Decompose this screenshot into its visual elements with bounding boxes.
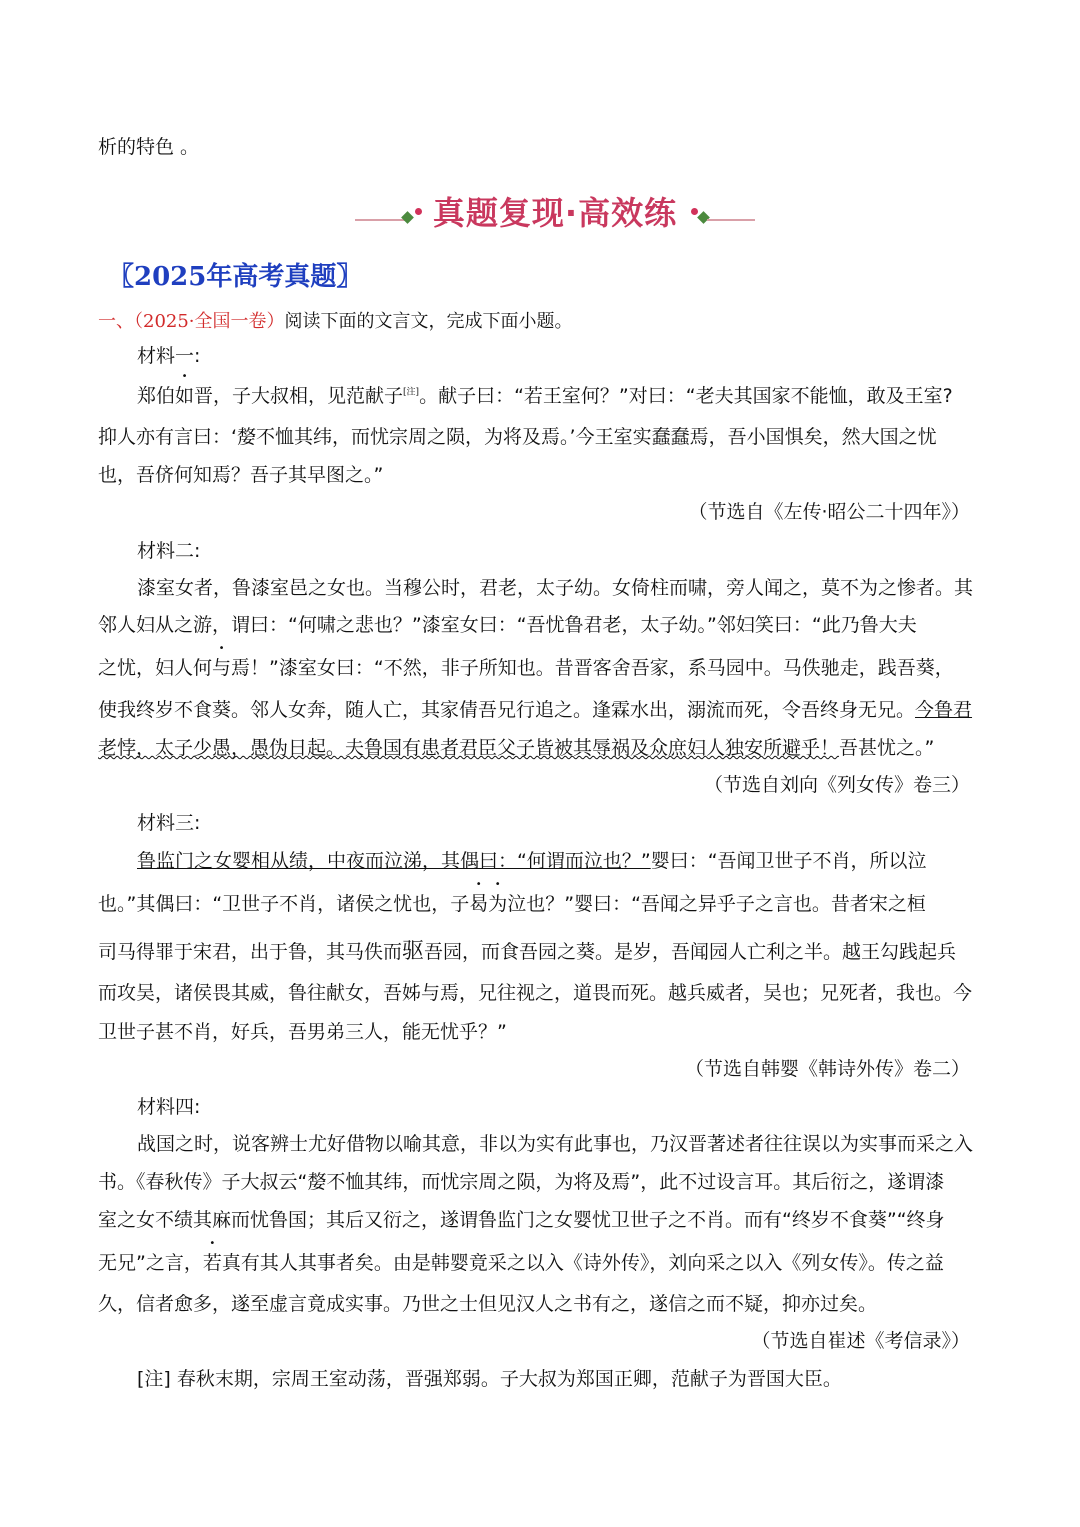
material-2-line-1: 漆室女者，鲁漆室邑之女也。当穆公时，君老，太子幼。女倚柱而啸，旁人闻之，莫不为之惨者。其 — [137, 577, 974, 599]
banner-title: 真题复现·高效练 — [432, 194, 678, 232]
material-2-label: 材料二: — [137, 540, 201, 562]
material-1-source: （节选自《左传·昭公二十四年》） — [688, 501, 970, 523]
material-4-line-4 — [98, 1248, 944, 1275]
text-span: 婴曰：“吾闻卫世子不肖，所以泣 — [650, 850, 927, 872]
material-4-line-2: 书。《春秋传》子大叔云“嫠不恤其纬，而忧宗周之陨，为将及焉”，此不过设言耳。其后衍之，遂谓漆 — [98, 1171, 945, 1193]
wavy-underlined-text: 老悖，太子少愚，愚伪日起。夫鲁国有患者君臣父子皆被其辱祸及众庶妇人独安所避乎！ — [98, 737, 840, 759]
text-span: 焉！”漆室女曰：“不然，非子所知也。昔晋客舍吾家，系马园中。马佚驰走，践吾葵， — [231, 657, 954, 679]
text-span: 真有其人其事者矣。由是韩婴竟采之以入《诗外传》，刘向采之以入《列女传》。传之益 — [221, 1252, 944, 1274]
material-2-line-4 — [98, 695, 972, 722]
text-span: 也。”其偶曰：“卫世子不肖，诸侯之忧也，子 — [98, 893, 470, 915]
underlined-text: 今鲁君 — [915, 699, 973, 721]
material-3-source: （节选自韩婴《韩诗外传》卷二） — [684, 1058, 970, 1080]
section-banner — [355, 186, 755, 236]
emphasized-char: 为 — [488, 893, 508, 915]
question-header — [98, 307, 573, 333]
material-2-source: （节选自刘向《列女传》卷三） — [703, 774, 970, 796]
text-span: 。献子曰：“若王室何？”对曰：“老夫其国家不能恤，敢及王室? — [419, 385, 953, 407]
emphasized-char: 如 — [175, 385, 195, 407]
material-4-line-1: 战国之时，说客辨士尤好借物以喻其意，非以为实有此事也，乃汉晋著述者往往误以为实事而采之入 — [137, 1133, 974, 1155]
material-4-source: （节选自崔述《考信录》） — [751, 1330, 970, 1352]
material-3-label: 材料三: — [137, 812, 201, 834]
text-span: 郑伯 — [137, 385, 176, 407]
footnote-marker: [注] — [403, 387, 420, 398]
emphasized-char: 若 — [202, 1252, 222, 1274]
material-4-line-3: 室之女不绩其麻而忧鲁国；其后又衍之，遂谓鲁监门之女婴忧卫世子之不肖。而有“终岁不食葵”“终身 — [98, 1209, 945, 1231]
emphasized-char: 与 — [212, 657, 232, 679]
material-4-line-5: 久，信者愈多，遂至虚言竟成实事。乃世之士但见汉人之书有之，遂信之而不疑，抑亦过矣。 — [98, 1293, 878, 1315]
text-span: 吾甚忧之。” — [839, 737, 935, 759]
material-3-line-5: 卫世子甚不肖，好兵，吾男弟三人，能无忧乎？” — [98, 1021, 507, 1043]
emphasized-char: 曷 — [469, 893, 489, 915]
material-1-line-3: 也，吾侪何知焉？吾子其早图之。” — [98, 464, 384, 486]
material-1-line-1 — [137, 381, 953, 408]
material-3-line-1 — [137, 846, 927, 873]
text-span: 晋，子大叔相，见范献子 — [194, 385, 404, 407]
material-3-line-4: 而攻吴，诸侯畏其威，鲁往献女，吾姊与焉，兄往视之，道畏而死。越兵威者，吴也；兄死者，我也。今 — [98, 982, 973, 1004]
underlined-text: 鲁监门之女婴相从绩，中夜而泣涕，其偶曰：“何谓而泣也？” — [137, 850, 651, 872]
text-span: 吾园，而食吾园之葵。是岁，吾闻园人亡利之半。越王勾践起兵 — [424, 941, 957, 963]
material-4-label: 材料四: — [137, 1096, 201, 1118]
material-1-line-2: 抑人亦有言曰：‘嫠不恤其纬，而忧宗周之陨，为将及焉。’今王室实蠢蠢焉，吾小国惧矣，然大国之忧 — [98, 426, 937, 448]
question-number: 一、 — [98, 311, 134, 332]
text-span: 司马得罪于宋君，出于鲁，其马佚而 — [98, 941, 403, 963]
section-title: 〖2025年高考真题〗 — [108, 262, 363, 292]
text-span: 使我终岁不食葵。邻人女奔，随人亡，其家倩吾兄行追之。逢霖水出，溺流而死，令吾终身无兄。 — [98, 699, 916, 721]
text-span: 无兄”之言， — [98, 1252, 203, 1274]
large-char: 驱 — [402, 939, 425, 964]
material-2-line-2: 邻人妇从之游，谓曰：“何啸之悲也？”漆室女曰：“吾忧鲁君老，太子幼。”邻妇笑曰：“此乃鲁大夫 — [98, 614, 917, 636]
text-span: 之忧，妇人何 — [98, 657, 213, 679]
material-1-label: 材料一: — [137, 345, 201, 367]
material-2-line-3 — [98, 653, 954, 680]
footnote: [注] 春秋末期，宗周王室动荡，晋强郑弱。子大叔为郑国正卿，范献子为晋国大臣。 — [137, 1368, 842, 1390]
question-instruction: 阅读下面的文言文，完成下面小题。 — [284, 311, 573, 332]
text-span: 泣也？”婴曰：“吾闻之异乎子之言也。昔者宋之桓 — [507, 893, 926, 915]
material-2-line-5 — [98, 733, 934, 760]
question-source: （2025·全国一卷） — [134, 311, 285, 332]
material-3-line-3 — [98, 934, 956, 965]
material-3-line-2 — [98, 889, 926, 916]
continuation-text: 析的特色 。 — [98, 136, 200, 158]
